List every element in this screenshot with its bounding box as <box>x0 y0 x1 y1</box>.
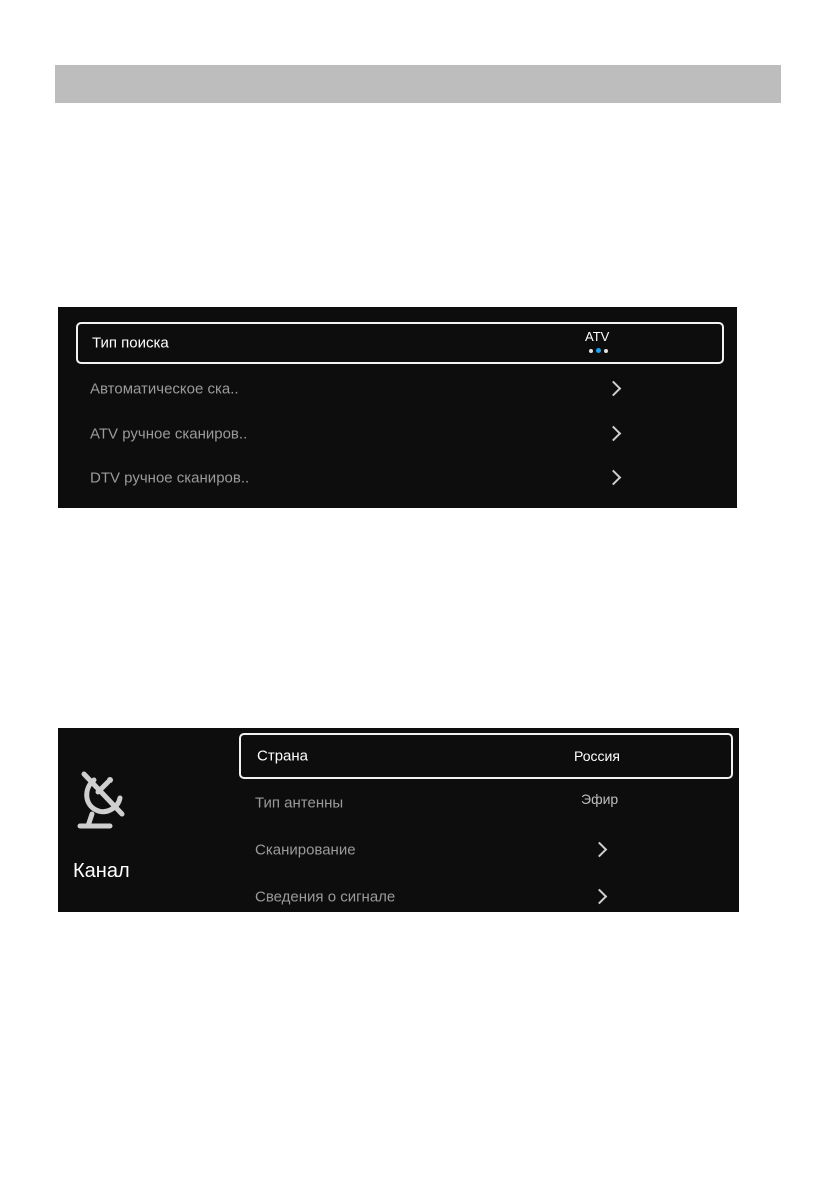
section-header-bar <box>55 65 781 103</box>
chevron-right-icon <box>606 426 622 442</box>
scan-menu-panel <box>58 307 737 508</box>
chevron-right-icon <box>606 381 622 397</box>
chevron-right-icon <box>606 470 622 486</box>
dtv-manual-scan-row[interactable] <box>76 457 724 499</box>
antenna-type-value: Эфир <box>581 791 619 808</box>
dtv-manual-scan-label: DTV ручное сканиров.. <box>90 469 250 487</box>
chevron-right-icon <box>592 842 608 858</box>
satellite-dish-off-icon <box>74 768 130 832</box>
chevron-right-icon <box>592 889 608 905</box>
auto-scan-row[interactable] <box>76 368 724 410</box>
antenna-type-label: Тип антенны <box>255 794 344 812</box>
atv-manual-scan-label: ATV ручное сканиров.. <box>90 425 248 443</box>
atv-manual-scan-row[interactable] <box>76 413 724 455</box>
channel-settings-panel <box>58 728 739 912</box>
scanning-label: Сканирование <box>255 841 356 859</box>
country-value: Россия <box>574 748 620 764</box>
antenna-type-row[interactable] <box>239 780 733 826</box>
scanning-row[interactable] <box>239 827 733 873</box>
country-row[interactable] <box>239 733 733 779</box>
option-indicator-dots <box>589 348 608 353</box>
search-type-value: ATV <box>585 329 610 344</box>
country-label: Страна <box>257 747 309 765</box>
option-dot <box>604 349 608 353</box>
option-dot <box>589 349 593 353</box>
channel-section-label: Канал <box>73 860 130 882</box>
signal-info-row[interactable] <box>239 874 733 920</box>
option-dot-active <box>596 348 601 353</box>
search-type-row[interactable] <box>76 322 724 364</box>
signal-info-label: Сведения о сигнале <box>255 888 396 906</box>
auto-scan-label: Автоматическое ска.. <box>90 380 239 398</box>
search-type-label: Тип поиска <box>92 334 169 352</box>
